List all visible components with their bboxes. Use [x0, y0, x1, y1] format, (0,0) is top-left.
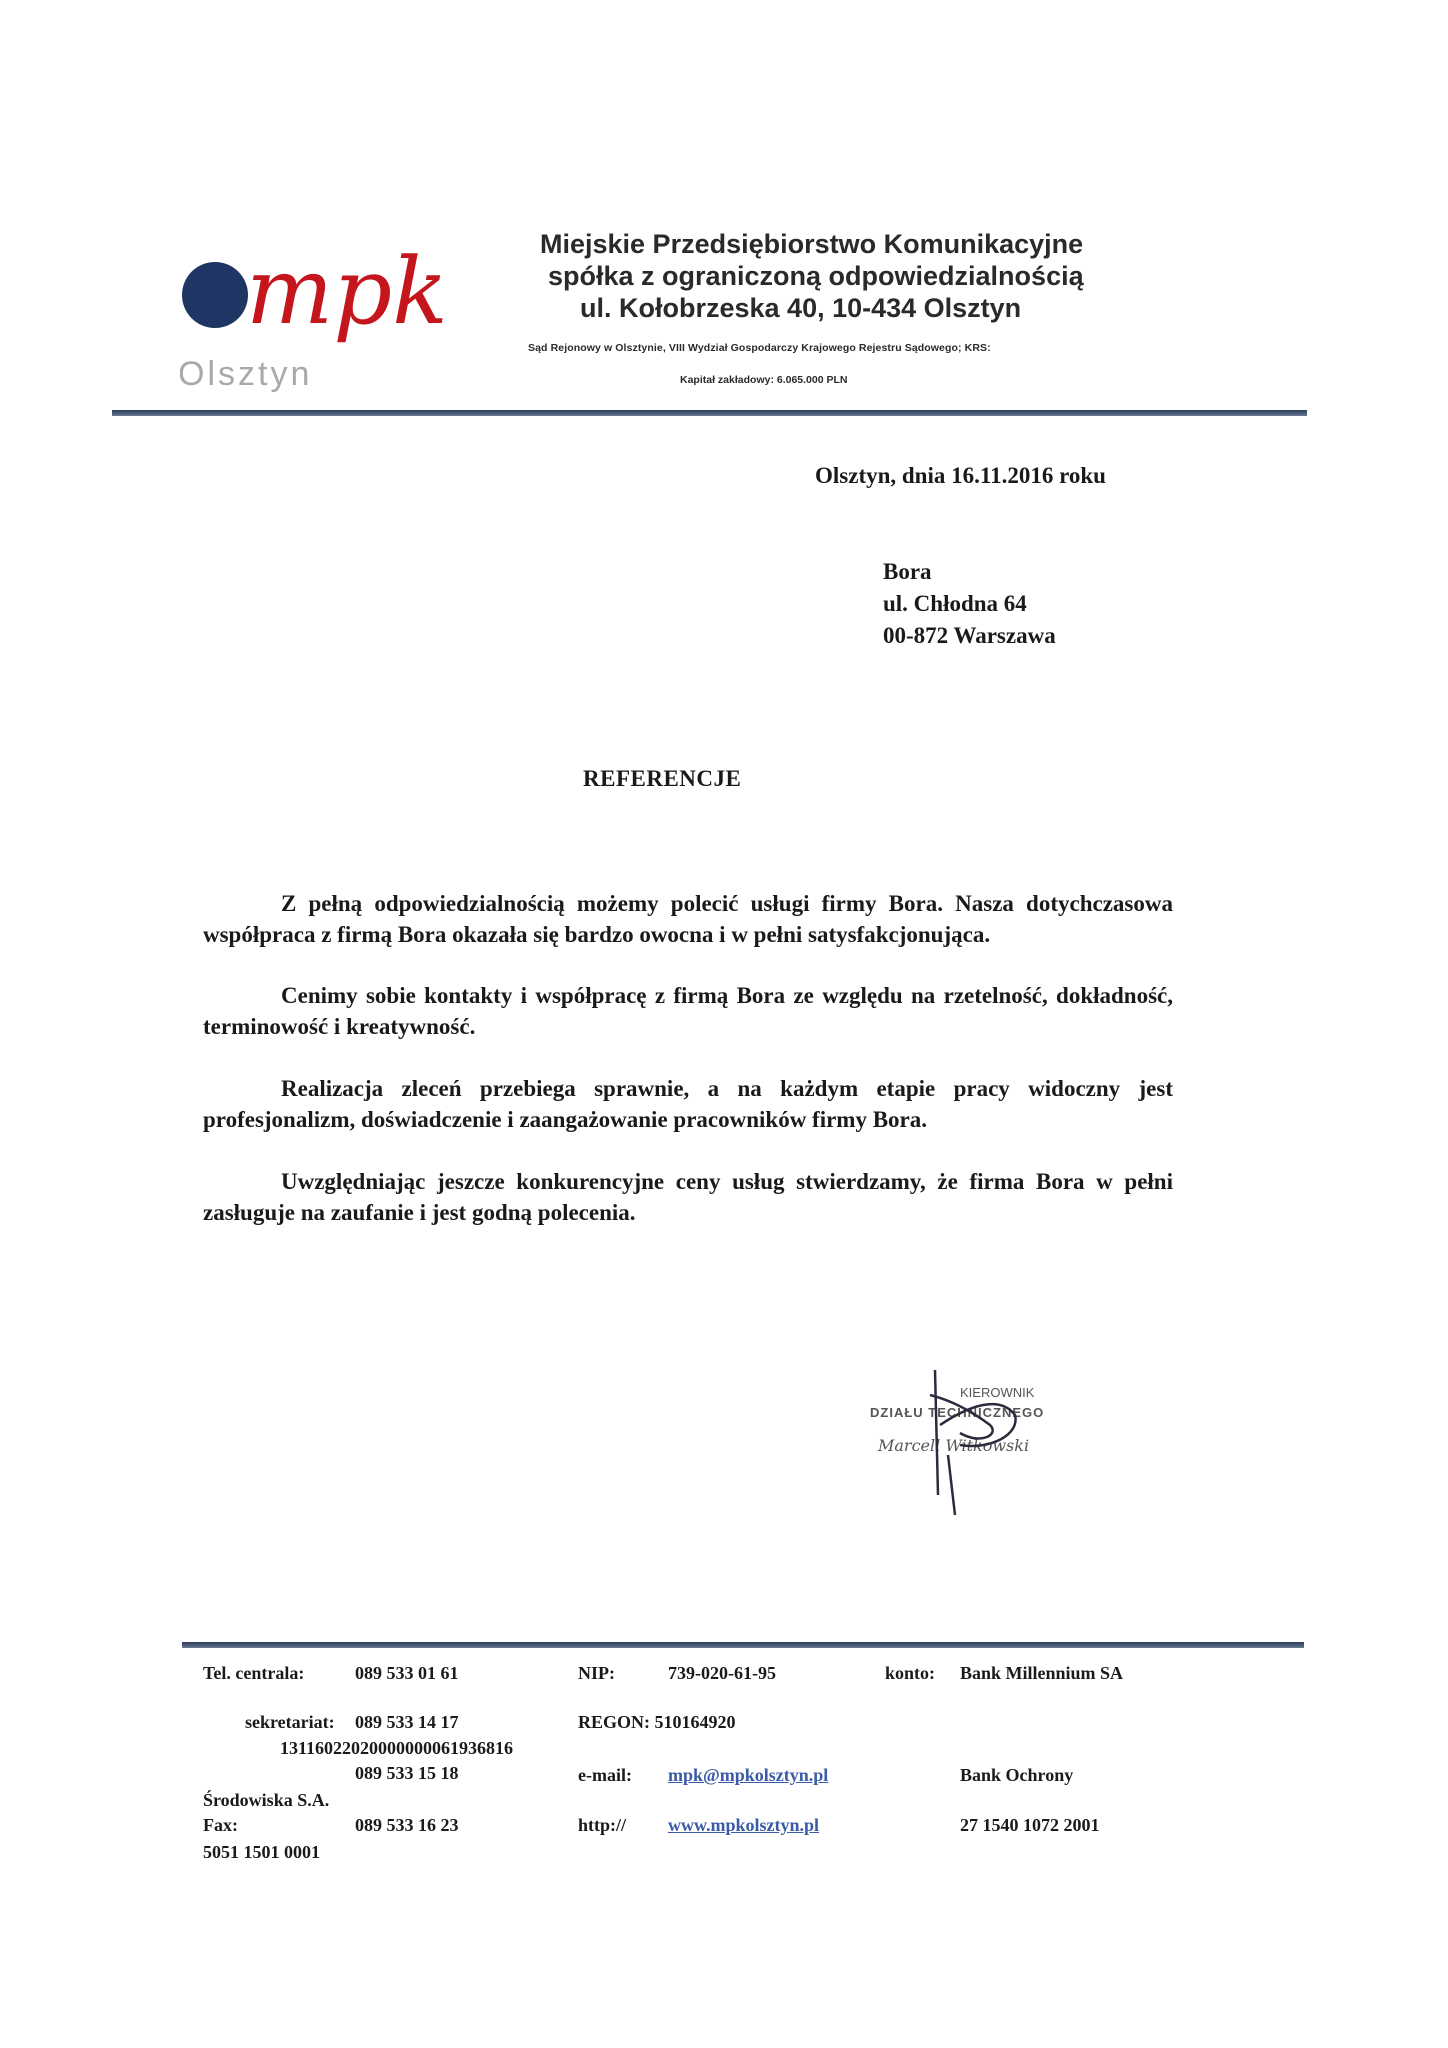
recipient-street: ul. Chłodna 64 — [883, 591, 1027, 616]
letter-heading: REFERENCJE — [583, 766, 742, 791]
footer-konto-label: konto: — [885, 1663, 936, 1683]
footer-fax-label: Fax: — [203, 1815, 238, 1835]
footer-phone3: 089 533 15 18 — [355, 1763, 459, 1783]
footer-bank1: Bank Millennium SA — [960, 1663, 1124, 1683]
share-capital: Kapitał zakładowy: 6.065.000 PLN — [680, 374, 848, 386]
company-name-line2: spółka z ograniczoną odpowiedzialnością — [548, 261, 1084, 291]
footer-account2-part2: 5051 1501 0001 — [203, 1842, 320, 1862]
footer-account2-part1: 27 1540 1072 2001 — [960, 1815, 1100, 1835]
signature-stamp — [840, 1355, 1100, 1535]
signature-graphic — [840, 1355, 1100, 1535]
header-divider — [112, 410, 1307, 416]
stamp-department: DZIAŁU TECHNICZNEGO — [870, 1405, 1045, 1420]
company-header — [528, 228, 1140, 386]
recipient-address — [883, 556, 1056, 652]
footer-sekretariat-value: 089 533 14 17 — [355, 1712, 459, 1732]
company-address: ul. Kołobrzeska 40, 10-434 Olsztyn — [580, 293, 1022, 323]
footer-regon: REGON: 510164920 — [578, 1712, 736, 1732]
recipient-name: Bora — [883, 559, 932, 584]
body-paragraph: Realizacja zleceń przebiega sprawnie, a na każdym etapie pracy widoczny jest profesjonalizm, doświadczenie i zaangażowanie pracowników firmy Bora. — [203, 1076, 1173, 1132]
footer-tel-value: 089 533 01 61 — [355, 1663, 459, 1683]
body-paragraph: Z pełną odpowiedzialnością możemy polecić usługi firmy Bora. Nasza dotychczasowa współpraca z firmą Bora okazała się bardzo owocna i w pełni satysfakcjonująca. — [203, 891, 1173, 947]
footer-email-label: e-mail: — [578, 1765, 632, 1785]
letter-date: Olsztyn, dnia 16.11.2016 roku — [815, 463, 1106, 488]
stamp-name: Marcell Witkowski — [878, 1436, 1030, 1455]
body-paragraph: Uwzględniając jeszcze konkurencyjne ceny usług stwierdzamy, że firma Bora w pełni zasługuje na zaufanie i jest godną polecenia. — [203, 1169, 1173, 1225]
footer-nip-value: 739-020-61-95 — [668, 1663, 776, 1683]
stamp-title: KIEROWNIK — [960, 1385, 1035, 1400]
footer-email-link[interactable]: mpk@mpkolsztyn.pl — [668, 1765, 829, 1785]
footer-sekretariat-label: sekretariat: — [245, 1712, 335, 1732]
footer-http-label: http:// — [578, 1815, 627, 1835]
body-paragraph: Cenimy sobie kontakty i współpracę z firmą Bora ze względu na rzetelność, dokładność, terminowość i kreatywność. — [203, 983, 1173, 1039]
footer-nip-label: NIP: — [578, 1663, 615, 1683]
court-registration: Sąd Rejonowy w Olsztynie, VIII Wydział Gospodarczy Krajowego Rejestru Sądowego; KRS: — [528, 342, 991, 354]
footer-fax-value: 089 533 16 23 — [355, 1815, 459, 1835]
footer-www-link[interactable]: www.mpkolsztyn.pl — [668, 1815, 820, 1835]
footer-account1: 13116022020000000061936816 — [280, 1738, 514, 1758]
footer-bank2: Bank Ochrony — [960, 1765, 1074, 1785]
company-name-line1: Miejskie Przedsiębiorstwo Komunikacyjne — [540, 229, 1084, 259]
recipient-city: 00-872 Warszawa — [883, 623, 1056, 648]
mpk-logo — [180, 225, 510, 400]
footer-tel-label: Tel. centrala: — [203, 1663, 305, 1683]
logo-mpk-text: mpk — [246, 238, 448, 345]
footer-bank2-cont: Środowiska S.A. — [203, 1790, 330, 1810]
mpk-logo-graphic — [180, 225, 510, 400]
logo-city-text: Olsztyn — [180, 355, 313, 393]
footer-divider — [182, 1642, 1304, 1648]
